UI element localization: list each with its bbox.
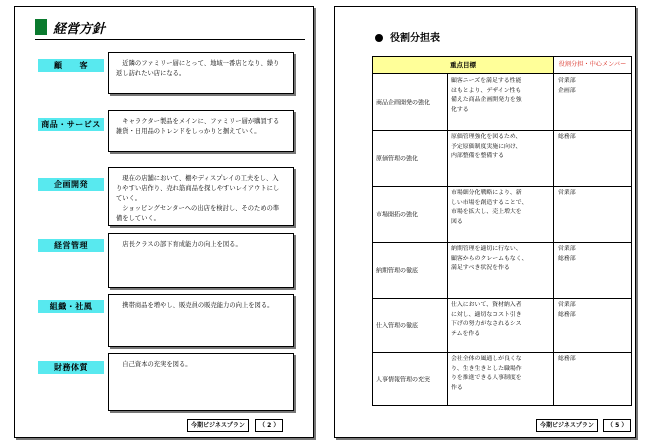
table-cell-member: 営業部 企画部 xyxy=(558,78,576,94)
title-square-icon xyxy=(35,19,47,35)
left-page-title: 経営方針 xyxy=(53,22,106,37)
label-product-service: 商品・サービス xyxy=(38,118,104,131)
table-cell-area: 仕入管理の徹底 xyxy=(373,298,448,352)
label-customer: 顧 客 xyxy=(38,59,104,72)
right-page-number: （ 5 ） xyxy=(603,419,631,432)
left-footer-label: 今期ビジネスプラン xyxy=(187,419,249,432)
label-management: 経営管理 xyxy=(38,239,104,252)
table-row xyxy=(373,242,631,299)
text-planning: 現在の店舗において、棚やディスプレイの工夫をし、入 りやすい店作り、売れ筋商品を探しやすいレイアウトにし ていく。 ショッピングセンターへの出店を検討し、そのための準 備をしていく。 xyxy=(116,175,280,222)
right-footer-label: 今期ビジネスプラン xyxy=(536,419,598,432)
box-product-service xyxy=(108,110,294,152)
table-cell-area: 原価管理の強化 xyxy=(373,130,448,186)
table-header-primary: 重点目標 xyxy=(373,57,554,74)
table-cell-member: 総務部 xyxy=(558,356,576,362)
text-customer: 近隣のファミリー層にとって、地域一番店となり、繰り 返し訪れたい店になる。 xyxy=(116,60,280,77)
text-organization: 携帯商品を増やし、販売員の販売能力の向上を図る。 xyxy=(116,302,274,309)
table-row xyxy=(373,298,631,353)
table-cell-desc: 仕入において、資材納入者 に対し、適切なコスト引き 下げの努力がなされるシス テムを作る xyxy=(448,298,554,352)
table-cell-member: 営業部 総務部 xyxy=(558,246,576,262)
table-cell-desc: 市場細分化戦略により、新 しい市場を創造することで、 市場を拡大し、売上増大を 図る xyxy=(448,186,554,242)
box-organization xyxy=(108,294,294,347)
box-management xyxy=(108,233,294,288)
table-row xyxy=(373,352,631,405)
box-planning xyxy=(108,167,294,226)
table-cell-desc: 原価管理強化を図るため、 予定原価制度実施に向け、 内部整備を整備する xyxy=(448,130,554,186)
table-cell-member: 営業部 xyxy=(558,190,576,196)
label-organization: 組織・社風 xyxy=(38,300,104,313)
text-product-service: キャラクター製品をメインに、ファミリー層が購買する 雑貨・日用品のトレンドをしっかりと掴えていく。 xyxy=(116,118,280,135)
table-row xyxy=(373,130,631,187)
label-planning: 企画開発 xyxy=(38,178,104,191)
table-cell-area: 市場開拓の強化 xyxy=(373,186,448,242)
bullet-icon xyxy=(375,34,383,42)
table-row xyxy=(373,74,631,131)
table-cell-area: 納期管理の徹底 xyxy=(373,242,448,298)
box-finance xyxy=(108,353,294,411)
right-page-title: 役割分担表 xyxy=(390,33,440,44)
left-page-number: （ 2 ） xyxy=(255,419,283,432)
table-cell-desc: 会社全体の風通しが良くな り、生き生きとした職場作 りを推進できる人事制度を 作る xyxy=(448,352,554,405)
table-cell-member: 営業部 総務部 xyxy=(558,302,576,318)
table-cell-area: 人事情報管理の充実 xyxy=(373,352,448,405)
label-finance: 財務体質 xyxy=(38,361,104,374)
right-page xyxy=(334,6,636,438)
table-cell-desc: 顧客ニーズを満足する性能 はもとより、デザイン性も 備えた商品企画開発力を強 化する xyxy=(448,74,554,130)
left-title-bar xyxy=(35,17,305,40)
table-cell-member: 総務部 xyxy=(558,134,576,140)
table-cell-desc: 納期管理を適切に行ない、 顧客からのクレームもなく、 満足すべき状況を作る xyxy=(448,242,554,298)
text-management: 店長クラスの部下育成能力の向上を図る。 xyxy=(116,241,242,248)
table-header-member: 役割分担・中心メンバー xyxy=(554,57,631,74)
table-row xyxy=(373,186,631,243)
table-cell-area: 商品企画開発の強化 xyxy=(373,74,448,130)
left-page xyxy=(14,6,314,438)
role-table xyxy=(372,56,632,406)
box-customer xyxy=(108,52,294,94)
text-finance: 自己資本の充実を図る。 xyxy=(116,361,192,368)
